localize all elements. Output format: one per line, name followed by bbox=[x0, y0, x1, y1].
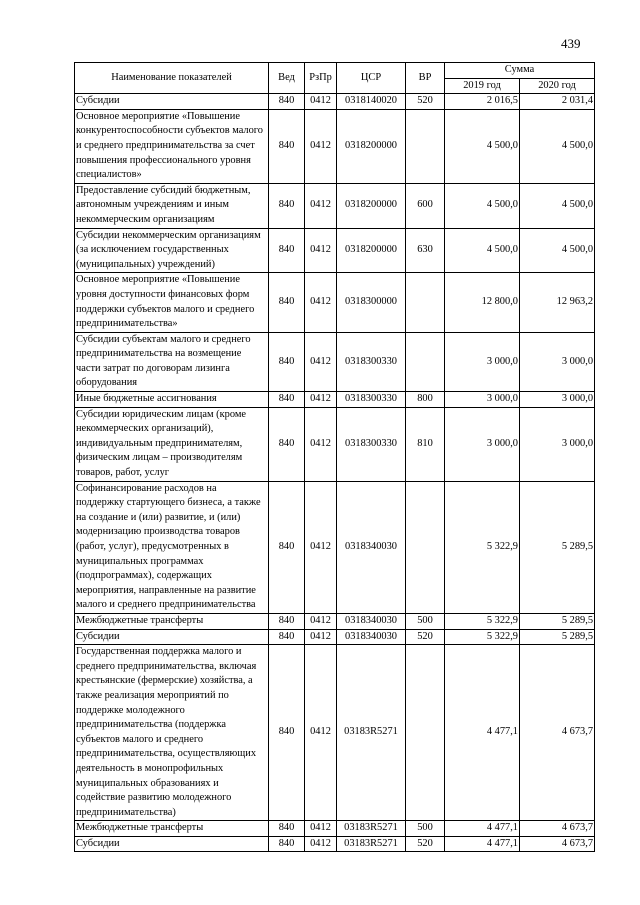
cell-ved: 840 bbox=[269, 836, 305, 852]
cell-amount-2019: 4 500,0 bbox=[445, 228, 520, 273]
cell-vr: 520 bbox=[406, 836, 445, 852]
cell-amount-2019: 3 000,0 bbox=[445, 407, 520, 481]
cell-rzpr: 0412 bbox=[305, 836, 337, 852]
budget-table bbox=[74, 62, 595, 852]
table-row bbox=[75, 407, 595, 481]
cell-vr: 810 bbox=[406, 407, 445, 481]
cell-rzpr: 0412 bbox=[305, 645, 337, 821]
cell-csr: 0318340030 bbox=[337, 629, 406, 645]
header-year-2020: 2020 год bbox=[520, 78, 595, 94]
table-row bbox=[75, 94, 595, 110]
cell-name: Субсидии bbox=[75, 94, 269, 110]
cell-ved: 840 bbox=[269, 273, 305, 332]
cell-rzpr: 0412 bbox=[305, 613, 337, 629]
cell-amount-2020: 4 500,0 bbox=[520, 109, 595, 183]
cell-csr: 0318300330 bbox=[337, 332, 406, 391]
cell-csr: 0318300330 bbox=[337, 392, 406, 408]
cell-ved: 840 bbox=[269, 183, 305, 228]
cell-amount-2020: 5 289,5 bbox=[520, 629, 595, 645]
header-rzpr: РзПр bbox=[305, 63, 337, 94]
cell-amount-2019: 5 322,9 bbox=[445, 613, 520, 629]
cell-csr: 0318200000 bbox=[337, 183, 406, 228]
cell-name: Субсидии субъектам малого и среднего предпринимательства на возмещение части затрат по договорам лизинга оборудования bbox=[75, 332, 269, 391]
table-body bbox=[75, 94, 595, 852]
cell-name: Основное мероприятие «Повышение конкурентоспособности субъектов малого и среднего предпринимательства за счет повышения профессионального уровня специалистов» bbox=[75, 109, 269, 183]
cell-amount-2020: 4 500,0 bbox=[520, 228, 595, 273]
cell-rzpr: 0412 bbox=[305, 481, 337, 613]
cell-amount-2020: 12 963,2 bbox=[520, 273, 595, 332]
cell-rzpr: 0412 bbox=[305, 407, 337, 481]
cell-ved: 840 bbox=[269, 629, 305, 645]
cell-name: Субсидии юридическим лицам (кроме некоммерческих организаций), индивидуальным предпринимателям, физическим лицам – производителям товаров, работ, услуг bbox=[75, 407, 269, 481]
cell-amount-2019: 4 477,1 bbox=[445, 836, 520, 852]
cell-rzpr: 0412 bbox=[305, 109, 337, 183]
cell-rzpr: 0412 bbox=[305, 821, 337, 837]
cell-ved: 840 bbox=[269, 94, 305, 110]
table-row bbox=[75, 228, 595, 273]
cell-amount-2019: 2 016,5 bbox=[445, 94, 520, 110]
table-row bbox=[75, 183, 595, 228]
cell-amount-2020: 3 000,0 bbox=[520, 407, 595, 481]
cell-name: Межбюджетные трансферты bbox=[75, 613, 269, 629]
cell-name: Субсидии некоммерческим организациям (за исключением государственных (муниципальных) учреждений) bbox=[75, 228, 269, 273]
table-row bbox=[75, 836, 595, 852]
cell-amount-2019: 4 477,1 bbox=[445, 821, 520, 837]
table-row bbox=[75, 273, 595, 332]
cell-ved: 840 bbox=[269, 821, 305, 837]
cell-csr: 0318200000 bbox=[337, 109, 406, 183]
table-row bbox=[75, 821, 595, 837]
cell-amount-2019: 4 500,0 bbox=[445, 183, 520, 228]
cell-amount-2020: 3 000,0 bbox=[520, 332, 595, 391]
cell-name: Субсидии bbox=[75, 629, 269, 645]
table-row bbox=[75, 332, 595, 391]
table-row bbox=[75, 645, 595, 821]
cell-amount-2020: 3 000,0 bbox=[520, 392, 595, 408]
cell-csr: 0318300330 bbox=[337, 407, 406, 481]
cell-amount-2020: 2 031,4 bbox=[520, 94, 595, 110]
cell-name: Предоставление субсидий бюджетным, автономным учреждениям и иным некоммерческим организациям bbox=[75, 183, 269, 228]
cell-rzpr: 0412 bbox=[305, 392, 337, 408]
cell-csr: 0318300000 bbox=[337, 273, 406, 332]
page-number: 439 bbox=[561, 36, 581, 51]
cell-name: Субсидии bbox=[75, 836, 269, 852]
cell-vr bbox=[406, 273, 445, 332]
cell-rzpr: 0412 bbox=[305, 183, 337, 228]
cell-amount-2020: 4 500,0 bbox=[520, 183, 595, 228]
cell-amount-2019: 4 477,1 bbox=[445, 645, 520, 821]
header-name: Наименование показателей bbox=[75, 63, 269, 94]
header-year-2019: 2019 год bbox=[445, 78, 520, 94]
cell-ved: 840 bbox=[269, 481, 305, 613]
cell-ved: 840 bbox=[269, 613, 305, 629]
cell-rzpr: 0412 bbox=[305, 94, 337, 110]
cell-name: Иные бюджетные ассигнования bbox=[75, 392, 269, 408]
table-row bbox=[75, 613, 595, 629]
cell-amount-2020: 4 673,7 bbox=[520, 645, 595, 821]
table-row bbox=[75, 109, 595, 183]
cell-vr bbox=[406, 332, 445, 391]
cell-vr: 500 bbox=[406, 821, 445, 837]
cell-name: Межбюджетные трансферты bbox=[75, 821, 269, 837]
cell-amount-2019: 5 322,9 bbox=[445, 481, 520, 613]
cell-name: Основное мероприятие «Повышение уровня доступности финансовых форм поддержки субъектов малого и среднего предпринимательства» bbox=[75, 273, 269, 332]
cell-amount-2019: 4 500,0 bbox=[445, 109, 520, 183]
cell-amount-2020: 5 289,5 bbox=[520, 613, 595, 629]
cell-vr: 520 bbox=[406, 629, 445, 645]
cell-ved: 840 bbox=[269, 392, 305, 408]
cell-ved: 840 bbox=[269, 645, 305, 821]
cell-rzpr: 0412 bbox=[305, 273, 337, 332]
cell-csr: 0318340030 bbox=[337, 613, 406, 629]
table-row bbox=[75, 629, 595, 645]
cell-amount-2020: 4 673,7 bbox=[520, 836, 595, 852]
cell-vr bbox=[406, 481, 445, 613]
cell-vr: 600 bbox=[406, 183, 445, 228]
cell-csr: 03183R5271 bbox=[337, 821, 406, 837]
cell-csr: 0318340030 bbox=[337, 481, 406, 613]
header-csr: ЦСР bbox=[337, 63, 406, 94]
cell-amount-2019: 3 000,0 bbox=[445, 332, 520, 391]
cell-amount-2019: 12 800,0 bbox=[445, 273, 520, 332]
cell-vr: 800 bbox=[406, 392, 445, 408]
cell-vr: 630 bbox=[406, 228, 445, 273]
cell-rzpr: 0412 bbox=[305, 332, 337, 391]
cell-vr: 500 bbox=[406, 613, 445, 629]
cell-csr: 0318200000 bbox=[337, 228, 406, 273]
table-row bbox=[75, 392, 595, 408]
cell-vr bbox=[406, 645, 445, 821]
table-row bbox=[75, 481, 595, 613]
cell-ved: 840 bbox=[269, 228, 305, 273]
header-vr: ВР bbox=[406, 63, 445, 94]
cell-name: Государственная поддержка малого и среднего предпринимательства, включая крестьянские (фермерские) хозяйства, а также реализация мероприятий по поддержке молодежного предпринимательства (поддержка субъектов малого и среднего предпринимательства, осуществляющих деятельность в монопрофильных муниципальных образованиях и содействие развитию молодежного предпринимательства) bbox=[75, 645, 269, 821]
cell-csr: 03183R5271 bbox=[337, 836, 406, 852]
cell-vr: 520 bbox=[406, 94, 445, 110]
cell-csr: 0318140020 bbox=[337, 94, 406, 110]
header-sum: Сумма bbox=[445, 63, 595, 79]
cell-vr bbox=[406, 109, 445, 183]
cell-amount-2020: 4 673,7 bbox=[520, 821, 595, 837]
cell-name: Софинансирование расходов на поддержку стартующего бизнеса, а также на создание и (или) развитие, и (или) модернизацию производства товаров (работ, услуг), предусмотренных в муниципальных программах (подпрограммах), содержащих мероприятия, направленные на развитие малого и среднего предпринимательства bbox=[75, 481, 269, 613]
cell-rzpr: 0412 bbox=[305, 629, 337, 645]
cell-amount-2019: 3 000,0 bbox=[445, 392, 520, 408]
cell-rzpr: 0412 bbox=[305, 228, 337, 273]
cell-amount-2020: 5 289,5 bbox=[520, 481, 595, 613]
header-ved: Вед bbox=[269, 63, 305, 94]
cell-amount-2019: 5 322,9 bbox=[445, 629, 520, 645]
cell-ved: 840 bbox=[269, 332, 305, 391]
cell-csr: 03183R5271 bbox=[337, 645, 406, 821]
cell-ved: 840 bbox=[269, 407, 305, 481]
cell-ved: 840 bbox=[269, 109, 305, 183]
